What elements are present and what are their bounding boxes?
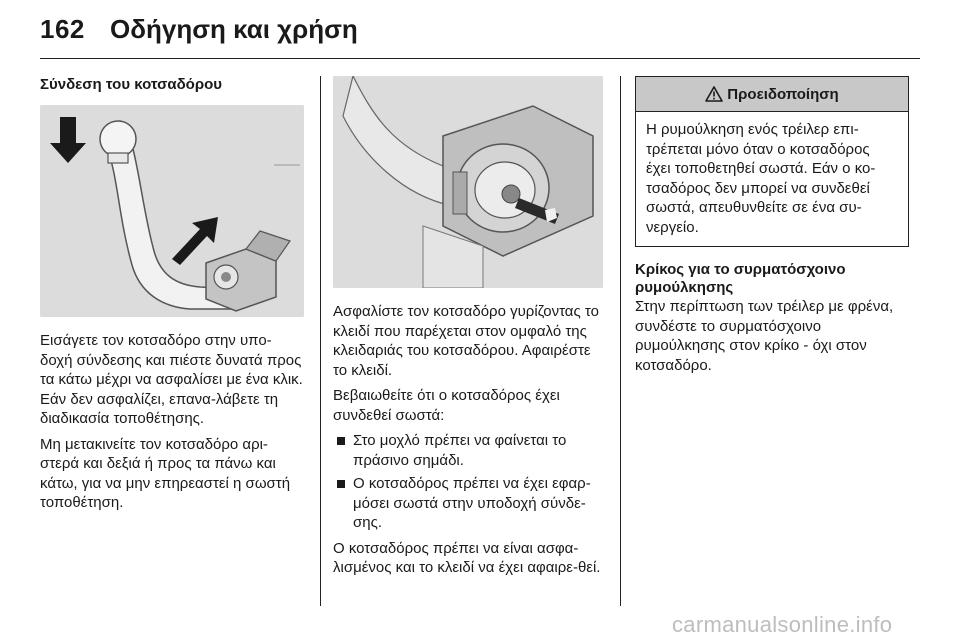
column-2 bbox=[333, 76, 605, 584]
column-3 bbox=[635, 76, 907, 381]
towbar-insertion-drawing bbox=[40, 105, 304, 317]
page-number: 162 bbox=[40, 14, 85, 44]
check-connection-intro: Βεβαιωθείτε ότι ο κοτσαδόρος έχει συνδεθεί σωστά: bbox=[333, 387, 560, 424]
breakaway-cable-instructions: Στην περίπτωση των τρέιλερ με φρένα, συνδέστε το συρματόσχοινο ρυμούλκησης στον κρίκο - όχι στον κοτσαδόρο. bbox=[635, 298, 894, 374]
connection-caution: Μη μετακινείτε τον κοτσαδόρο αρι-στερά και δεξιά ή προς τα πάνω και κάτω, για να μην επηρεαστεί η σωστή τοποθέτηση. bbox=[40, 435, 291, 511]
warning-box bbox=[635, 76, 909, 247]
list-item: Στο μοχλό πρέπει να φαίνεται το πράσινο σημάδι. bbox=[333, 431, 605, 470]
check-list bbox=[333, 431, 605, 533]
square-bullet-icon bbox=[337, 480, 345, 488]
connection-instructions: Εισάγετε τον κοτσαδόρο στην υπο-δοχή σύνδεσης και πιέστε δυνατά προς τα κάτω μέχρι να ασφαλίσει με ένα κλικ. Εάν δεν ασφαλίζει, επανα-λάβετε τη διαδικασία τοποθέτησης. bbox=[40, 332, 303, 427]
list-item: Ο κοτσαδόρος πρέπει να έχει εφαρ-μόσει σωστά στην υποδοχή σύνδε-σης. bbox=[333, 474, 605, 533]
square-bullet-icon bbox=[337, 437, 345, 445]
towbar-lock-drawing bbox=[333, 76, 603, 288]
column-divider bbox=[320, 76, 321, 606]
section-heading-connection: Σύνδεση του κοτσαδόρου bbox=[40, 76, 223, 93]
towbar-insertion-illustration bbox=[40, 105, 304, 317]
lock-requirement: Ο κοτσαδόρος πρέπει να είναι ασφα-λισμένος και το κλειδί να έχει αφαιρε-θεί. bbox=[333, 539, 601, 576]
chapter-title: Οδήγηση και χρήση bbox=[110, 14, 358, 44]
lock-instructions: Ασφαλίστε τον κοτσαδόρο γυρίζοντας το κλειδί που παρέχεται στον ομφαλό της κλειδαριάς του κοτσαδόρου. Αφαιρέστε το κλειδί. bbox=[333, 303, 599, 379]
header-rule bbox=[40, 58, 920, 59]
warning-title: Προειδοποίηση bbox=[727, 85, 839, 103]
column-1 bbox=[40, 76, 304, 519]
column-divider bbox=[620, 76, 621, 606]
warning-header bbox=[636, 77, 908, 112]
warning-triangle-icon bbox=[705, 86, 723, 102]
watermark: carmanualsonline.info bbox=[672, 612, 893, 637]
warning-text: Η ρυμούλκηση ενός τρέιλερ επι-τρέπεται μόνο όταν ο κοτσαδόρος έχει τοποθετηθεί σωστά. Εάν ο κο-τσαδόρος δεν μπορεί να συνδεθεί σωστά, απευθυνθείτε σε ένα συ-νεργείο. bbox=[646, 121, 876, 236]
section-heading-breakaway-cable: Κρίκος για το συρματόσχοινο ρυμούλκησης bbox=[635, 261, 846, 296]
towbar-lock-illustration bbox=[333, 76, 603, 288]
